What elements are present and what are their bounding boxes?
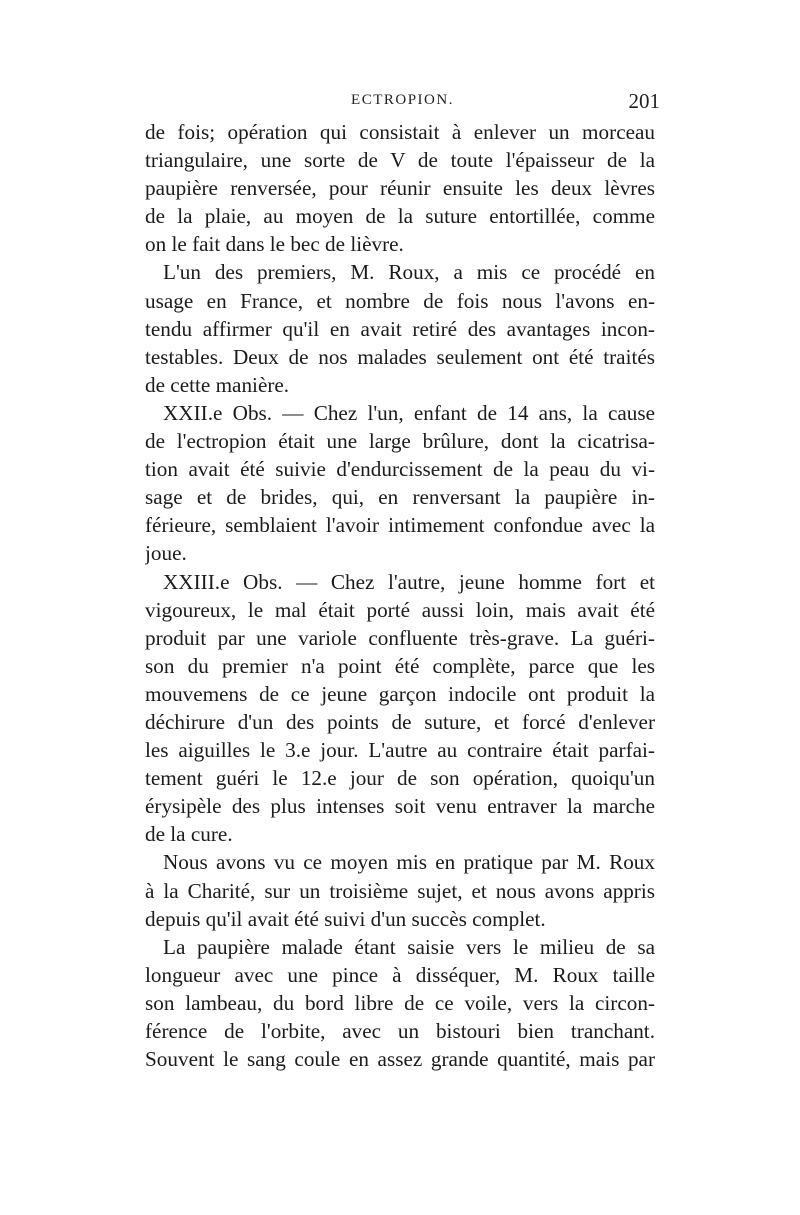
text-line: férence de l'orbite, avec un bistouri bien tranchant. bbox=[145, 1019, 655, 1043]
text-line: son lambeau, du bord libre de ce voile, vers la circon- bbox=[145, 990, 655, 1015]
text-line: tement guéri le 12.e jour de son opération, quoiqu'un bbox=[145, 766, 655, 791]
text-line: érysipèle des plus intenses soit venu entraver la marche bbox=[145, 794, 655, 819]
text-line: de l'ectropion était une large brûlure, dont la cicatrisa- bbox=[145, 429, 655, 454]
text-line: La paupière malade étant saisie vers le milieu de sa bbox=[163, 934, 655, 959]
text-line: les aiguilles le 3.e jour. L'autre au contraire était parfai- bbox=[145, 738, 655, 763]
text-line: depuis qu'il avait été suivi d'un succès complet. bbox=[145, 906, 546, 931]
text-line: férieure, semblaient l'avoir intimement confondue avec la bbox=[145, 513, 655, 538]
text-line: de la cure. bbox=[145, 822, 233, 847]
text-line: déchirure d'un des points de suture, et forcé d'enlever bbox=[145, 709, 655, 734]
text-line: sage et de brides, qui, en renversant la paupière in- bbox=[145, 485, 655, 510]
text-line: de cette manière. bbox=[145, 372, 290, 397]
text-line: longueur avec une pince à disséquer, M. Roux taille bbox=[145, 962, 655, 987]
body-text bbox=[145, 118, 655, 1073]
text-line: triangulaire, une sorte de V de toute l'épaisseur de la bbox=[145, 148, 655, 173]
text-line: de la plaie, au moyen de la suture entortillée, comme bbox=[145, 204, 655, 229]
text-line: tendu affirmer qu'il en avait retiré des avantages incon- bbox=[145, 316, 655, 341]
page-number: 201 bbox=[628, 89, 660, 113]
text-line: Nous avons vu ce moyen mis en pratique par M. Roux bbox=[163, 850, 655, 875]
text-line: produit par une variole confluente très-grave. La guéri- bbox=[145, 625, 655, 650]
text-line: Souvent le sang coule en assez grande quantité, mais par bbox=[145, 1047, 655, 1072]
text-line: L'un des premiers, M. Roux, a mis ce procédé en bbox=[163, 260, 655, 285]
text-line: XXII.e Obs. — Chez l'un, enfant de 14 ans, la cause bbox=[163, 400, 655, 425]
text-line: son du premier n'a point été complète, parce que les bbox=[145, 653, 655, 678]
text-line: paupière renversée, pour réunir ensuite les deux lèvres bbox=[145, 176, 655, 201]
text-line: XXIII.e Obs. — Chez l'autre, jeune homme fort et bbox=[163, 569, 655, 594]
running-title: ECTROPION. bbox=[351, 92, 454, 108]
text-line: vigoureux, le mal était porté aussi loin, mais avait été bbox=[145, 597, 655, 622]
text-line: testables. Deux de nos malades seulement ont été traités bbox=[145, 344, 655, 369]
text-line: tion avait été suivie d'endurcissement de la peau du vi- bbox=[145, 457, 655, 482]
text-line: joue. bbox=[145, 541, 187, 566]
text-line: on le fait dans le bec de lièvre. bbox=[145, 232, 404, 257]
text-line: de fois; opération qui consistait à enlever un morceau bbox=[145, 120, 655, 144]
text-line: usage en France, et nombre de fois nous l'avons en- bbox=[145, 288, 655, 313]
text-line: mouvemens de ce jeune garçon indocile ont produit la bbox=[145, 681, 655, 706]
running-head bbox=[145, 89, 660, 116]
text-line: à la Charité, sur un troisième sujet, et nous avons appris bbox=[145, 878, 655, 903]
